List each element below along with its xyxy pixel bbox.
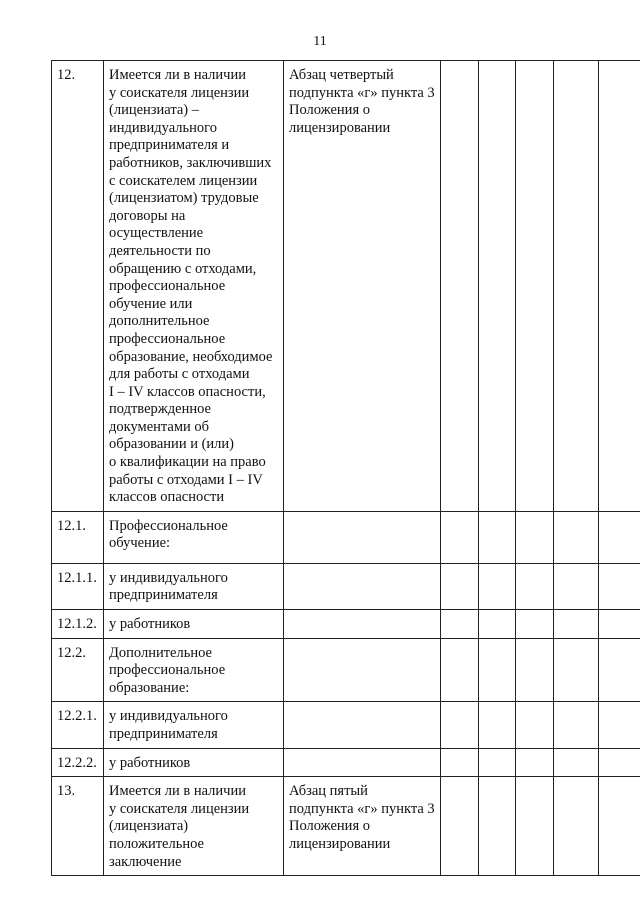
item-question: Профессиональное обучение: [109, 517, 228, 552]
answer-cell [479, 702, 516, 748]
item-number-cell [52, 610, 104, 639]
item-legal-reference-cell [284, 61, 441, 512]
item-question-cell [104, 61, 284, 512]
item-number: 12. [57, 67, 76, 83]
answer-cell [479, 61, 516, 512]
item-number-cell [52, 777, 104, 876]
answer-cell [479, 777, 516, 876]
answer-cell [554, 638, 599, 702]
item-number: 12.1. [57, 517, 86, 534]
answer-cell [479, 638, 516, 702]
answer-cell [516, 702, 554, 748]
item-number-cell [52, 563, 104, 609]
table-row [52, 563, 640, 609]
answer-cell [516, 748, 554, 777]
answer-cell [441, 610, 479, 639]
answer-cell [441, 702, 479, 748]
checklist-table [51, 60, 640, 876]
answer-cell [479, 511, 516, 563]
answer-cell [599, 610, 640, 639]
answer-cell [599, 563, 640, 609]
answer-cell [599, 702, 640, 748]
answer-cell [516, 638, 554, 702]
answer-cell [441, 563, 479, 609]
answer-cell [554, 610, 599, 639]
item-legal-reference-cell [284, 563, 441, 609]
answer-cell [599, 61, 640, 512]
answer-cell [554, 563, 599, 609]
item-question-cell [104, 638, 284, 702]
answer-cell [441, 638, 479, 702]
item-question: Имеется ли в наличии у соискателя лицензии (лицензиата) положительное заключение [109, 783, 250, 870]
item-legal-reference-cell [284, 610, 441, 639]
answer-cell [599, 511, 640, 563]
item-legal-reference-cell [284, 511, 441, 563]
answer-cell [516, 563, 554, 609]
answer-cell [479, 610, 516, 639]
item-number-cell [52, 511, 104, 563]
answer-cell [516, 61, 554, 512]
item-number: 12.1.2. [57, 616, 97, 633]
item-question-cell [104, 610, 284, 639]
table-row [52, 748, 640, 777]
item-legal-reference-cell [284, 702, 441, 748]
table-row [52, 638, 640, 702]
answer-cell [441, 748, 479, 777]
item-question: у работников [109, 616, 191, 633]
item-question-cell [104, 748, 284, 777]
item-question-cell [104, 563, 284, 609]
item-legal-reference-cell [284, 748, 441, 777]
answer-cell [516, 777, 554, 876]
item-number: 12.1.1. [57, 569, 97, 586]
item-legal-reference: Абзац четвертый подпункта «г» пункта 3 Положения о лицензировании [289, 67, 435, 136]
page-number: 11 [313, 34, 327, 49]
answer-cell [554, 702, 599, 748]
answer-cell [516, 610, 554, 639]
item-number-cell [52, 702, 104, 748]
table-row [52, 777, 640, 876]
answer-cell [554, 748, 599, 777]
table-row [52, 702, 640, 748]
answer-cell [554, 511, 599, 563]
answer-cell [599, 748, 640, 777]
table-row [52, 511, 640, 563]
item-question: Дополнительное профессиональное образование: [109, 644, 226, 696]
item-number-cell [52, 638, 104, 702]
item-number: 12.2. [57, 644, 86, 661]
item-legal-reference-cell [284, 638, 441, 702]
answer-cell [441, 61, 479, 512]
item-question: у индивидуального предпринимателя [109, 708, 228, 742]
answer-cell [516, 511, 554, 563]
item-question: у индивидуального предпринимателя [109, 569, 228, 604]
item-legal-reference-cell [284, 777, 441, 876]
answer-cell [441, 511, 479, 563]
answer-cell [554, 777, 599, 876]
answer-cell [441, 777, 479, 876]
item-question-cell [104, 511, 284, 563]
item-question-cell [104, 777, 284, 876]
item-number: 13. [57, 783, 76, 800]
answer-cell [479, 563, 516, 609]
item-number: 12.2.2. [57, 754, 97, 771]
item-question: у работников [109, 754, 191, 771]
answer-cell [599, 638, 640, 702]
answer-cell [554, 61, 599, 512]
table-row [52, 610, 640, 639]
item-number: 12.2.1. [57, 708, 97, 725]
item-number-cell [52, 748, 104, 777]
answer-cell [479, 748, 516, 777]
table-row [52, 61, 640, 512]
item-question-cell [104, 702, 284, 748]
item-question: Имеется ли в наличии у соискателя лицензии (лицензиата) – индивидуального предпринимателя и работников, заключивших с соискателем лицензии (лицензиатом) трудовые договоры на осуществление деятельности по обращению с отходами, профессиональное обучение или дополнительное профессиональное образование, необходимое для работы с отходами I – IV классов опасности, подтвержденное документами об образовании и (или) о квалификации на право работы с отходами I – IV классов опасности [109, 67, 273, 506]
answer-cell [599, 777, 640, 876]
item-number-cell [52, 61, 104, 512]
item-legal-reference: Абзац пятый подпункта «г» пункта 3 Положения о лицензировании [289, 783, 435, 852]
